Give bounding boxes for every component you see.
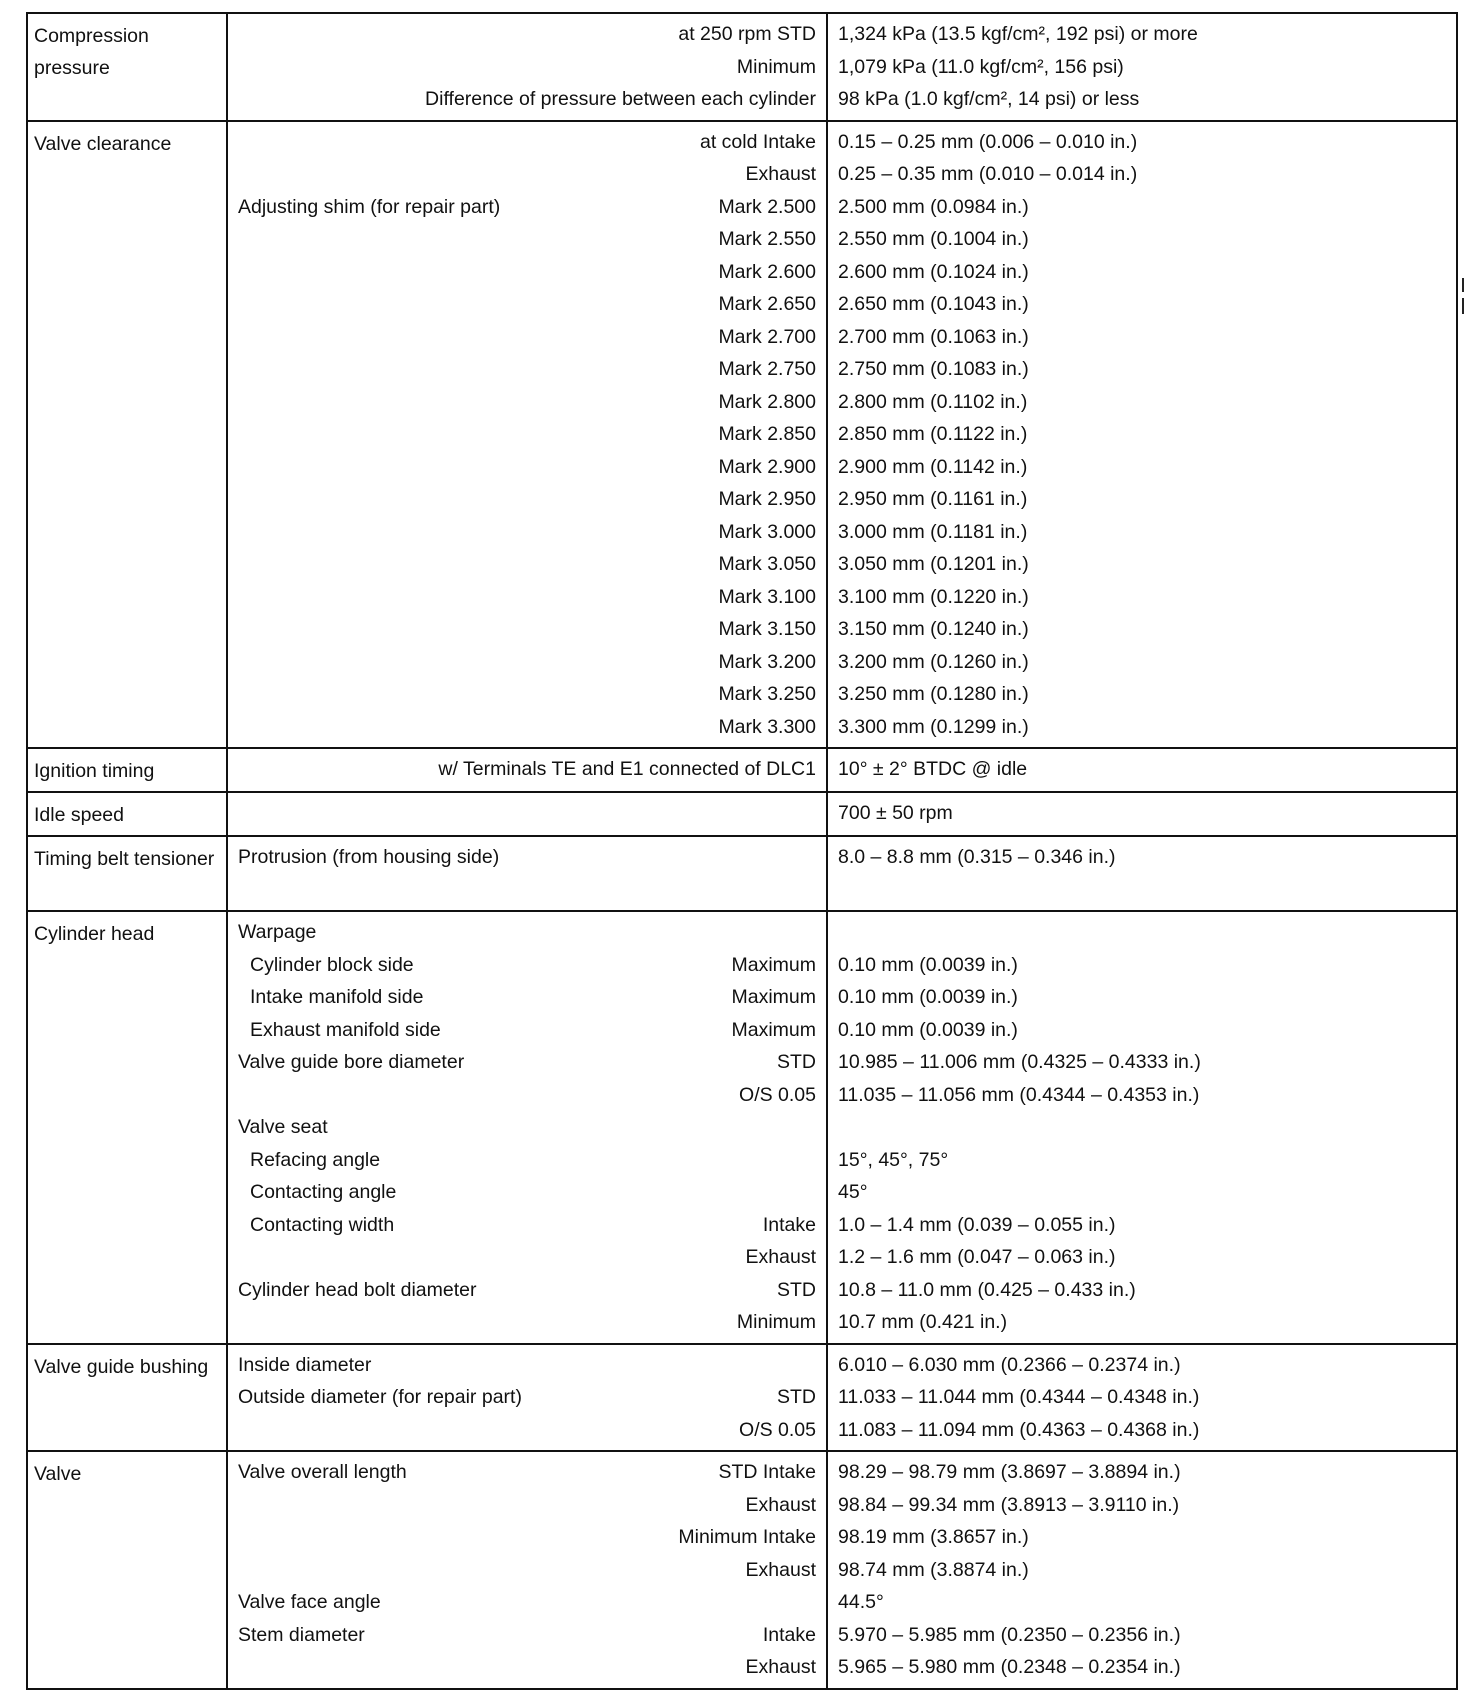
item-condition: Mark 2.650 [718,293,816,315]
item-label: Intake manifold side [250,986,424,1008]
spec-row-item [228,1456,826,1489]
item-condition: Mark 3.000 [718,520,816,543]
spec-section [28,1343,1456,1451]
item-label [238,418,718,451]
item-label [238,516,718,549]
spec-value: 98.84 – 99.34 mm (3.8913 – 3.9110 in.) [838,1493,1180,1516]
spec-row-item [228,1586,826,1619]
item-condition: STD Intake [718,1461,816,1483]
item-label [238,1241,746,1274]
item-label [238,321,718,354]
spec-row-item [228,1306,826,1339]
spec-value: 10.7 mm (0.421 in.) [838,1311,1008,1333]
item-condition: Mark 2.750 [718,358,816,380]
item-condition: O/S 0.05 [739,1083,816,1106]
item-condition: Mark 2.950 [718,488,816,510]
spec-row-item [228,1046,826,1079]
spec-row-item [228,548,826,581]
item-condition: Exhaust [745,1246,816,1268]
spec-row-item [228,1414,826,1447]
spec-section [28,910,1456,1343]
spec-value: 5.965 – 5.980 mm (0.2348 – 0.2354 in.) [838,1656,1181,1678]
item-condition: Mark 2.900 [718,455,816,478]
item-column [228,14,828,120]
item-label: Valve guide bore diameter [238,1051,465,1073]
item-label: Valve seat [238,1116,328,1138]
spec-row-item [228,841,826,874]
item-label [238,797,816,830]
value-column [828,837,1456,910]
item-label [238,256,718,289]
item-label [238,386,718,419]
spec-row-item [228,711,826,744]
item-label [238,1554,746,1587]
item-label [238,646,718,679]
spec-row-item [228,51,826,84]
item-condition: Mark 3.150 [718,618,816,640]
item-label: Warpage [238,921,317,943]
item-label: Valve overall length [238,1461,407,1483]
spec-value: 0.10 mm (0.0039 in.) [838,1018,1018,1041]
item-condition: Mark 3.050 [718,553,816,575]
item-condition: w/ Terminals TE and E1 connected of DLC1 [438,758,816,780]
spec-value: 1,324 kPa (13.5 kgf/cm², 192 psi) or more [838,23,1198,45]
item-condition: Maximum [731,953,816,976]
spec-value: 10.8 – 11.0 mm (0.425 – 0.433 in.) [838,1278,1136,1301]
spec-value: 2.700 mm (0.1063 in.) [838,325,1029,348]
spec-value: 6.010 – 6.030 mm (0.2366 – 0.2374 in.) [838,1353,1181,1376]
item-condition: Exhaust [745,1656,816,1678]
item-label: Contacting angle [250,1181,397,1203]
value-column [828,749,1456,791]
value-column [828,912,1456,1343]
spec-table [26,12,1458,1690]
spec-value: 3.150 mm (0.1240 in.) [838,618,1029,640]
item-condition: Minimum Intake [678,1526,816,1548]
item-label: Cylinder block side [250,953,414,976]
spec-row-item [228,418,826,451]
section-name: Idle speed [28,793,228,835]
spec-value: 2.800 mm (0.1102 in.) [838,390,1028,413]
item-label [238,18,678,51]
item-condition: Minimum [736,55,816,78]
item-condition: Exhaust [745,1558,816,1581]
item-condition: Mark 2.850 [718,423,816,445]
item-condition: at 250 rpm STD [678,23,816,45]
spec-row-item [228,1209,826,1242]
spec-row-item [228,678,826,711]
spec-row-item [228,158,826,191]
item-label [238,581,718,614]
spec-value: 2.550 mm (0.1004 in.) [838,228,1029,250]
spec-row-item [228,516,826,549]
value-column [828,1345,1456,1451]
spec-row-item [228,646,826,679]
item-label: Cylinder head bolt diameter [238,1278,477,1301]
spec-value: 11.083 – 11.094 mm (0.4363 – 0.4368 in.) [838,1418,1200,1441]
spec-row-item [228,223,826,256]
spec-value: 1.0 – 1.4 mm (0.039 – 0.055 in.) [838,1213,1116,1236]
spec-row-item [228,18,826,51]
spec-row-item [228,451,826,484]
item-condition: Maximum [731,986,816,1008]
spec-row-item [228,1349,826,1382]
spec-value [828,874,1456,907]
spec-value: 3.000 mm (0.1181 in.) [838,520,1028,543]
spec-value: 2.650 mm (0.1043 in.) [838,293,1029,315]
spec-section [28,791,1456,835]
spec-value: 3.050 mm (0.1201 in.) [838,553,1029,575]
value-column [828,122,1456,748]
section-name: Valve guide bushing [28,1345,228,1451]
scan-artifact-mark [1462,298,1464,314]
item-label [238,1521,678,1554]
spec-row-item [228,1111,826,1144]
spec-value: 3.100 mm (0.1220 in.) [838,585,1029,608]
item-condition: Exhaust [745,163,816,185]
spec-section [28,835,1456,910]
spec-row-item [228,126,826,159]
section-name: Compression pressure [28,14,228,120]
item-label [238,1079,739,1112]
spec-value: 98.19 mm (3.8657 in.) [838,1526,1029,1548]
item-condition: Mark 2.550 [718,228,816,250]
spec-row-item [228,321,826,354]
item-label: Inside diameter [238,1353,372,1376]
spec-value: 8.0 – 8.8 mm (0.315 – 0.346 in.) [838,846,1116,868]
spec-value: 10° ± 2° BTDC @ idle [838,758,1028,780]
item-condition: STD [777,1278,816,1301]
spec-section [28,1450,1456,1688]
spec-row-item [228,1014,826,1047]
item-condition: STD [777,1386,816,1408]
spec-row-item [228,981,826,1014]
item-condition: Mark 2.700 [718,325,816,348]
spec-row-item [228,1241,826,1274]
spec-row-item [228,1651,826,1684]
item-label: Refacing angle [250,1148,381,1171]
spec-value: 700 ± 50 rpm [838,802,953,824]
spec-value: 44.5° [838,1591,884,1613]
item-label [238,613,718,646]
item-label [238,1414,739,1447]
spec-value: 0.25 – 0.35 mm (0.010 – 0.014 in.) [838,163,1138,185]
item-condition: Intake [762,1623,816,1646]
item-condition: Mark 2.500 [718,195,816,218]
spec-row-item [228,797,826,830]
spec-value: 1.2 – 1.6 mm (0.047 – 0.063 in.) [838,1246,1116,1268]
spec-row-item [228,1381,826,1414]
item-label [238,548,718,581]
item-label [238,1489,746,1522]
spec-row-item [228,1619,826,1652]
item-condition: Exhaust [745,1493,816,1516]
item-label [238,711,718,744]
item-label [238,51,737,84]
spec-section [28,120,1456,748]
item-label [238,126,700,159]
spec-row-item [228,288,826,321]
spec-value: 11.035 – 11.056 mm (0.4344 – 0.4353 in.) [838,1083,1200,1106]
spec-value: 2.850 mm (0.1122 in.) [838,423,1028,445]
item-condition: Maximum [731,1018,816,1041]
spec-value [828,916,1456,949]
item-label [238,353,718,386]
spec-row-item [228,1176,826,1209]
item-column [228,749,828,791]
spec-row-item [228,1521,826,1554]
value-column [828,793,1456,835]
item-label: Exhaust manifold side [250,1018,441,1041]
spec-row-item [228,916,826,949]
item-column [228,912,828,1343]
item-column [228,1345,828,1451]
spec-row-item [228,581,826,614]
item-label [238,223,718,256]
section-name: Ignition timing [28,749,228,791]
spec-row-item [228,1274,826,1307]
spec-value: 2.500 mm (0.0984 in.) [838,195,1029,218]
spec-value: 45° [838,1181,868,1203]
spec-value [828,1111,1456,1144]
item-condition: Intake [762,1213,816,1236]
spec-value: 2.900 mm (0.1142 in.) [838,455,1028,478]
spec-value: 0.15 – 0.25 mm (0.006 – 0.010 in.) [838,130,1138,153]
section-name: Valve clearance [28,122,228,748]
scan-artifact-mark [1462,278,1464,292]
section-name: Timing belt tensioner [28,837,228,910]
spec-row-item [228,83,826,116]
spec-value: 15°, 45°, 75° [838,1148,949,1171]
spec-row-item [228,874,826,907]
spec-value: 11.033 – 11.044 mm (0.4344 – 0.4348 in.) [838,1386,1200,1408]
item-label [238,158,746,191]
spec-row-item [228,386,826,419]
spec-row-item [228,191,826,224]
spec-value: 98.29 – 98.79 mm (3.8697 – 3.8894 in.) [838,1461,1181,1483]
spec-value: 0.10 mm (0.0039 in.) [838,953,1018,976]
spec-value: 2.750 mm (0.1083 in.) [838,358,1029,380]
spec-row-item [228,353,826,386]
item-column [228,793,828,835]
item-label [238,83,425,116]
item-label: Contacting width [250,1213,395,1236]
item-column [228,122,828,748]
spec-row-item [228,949,826,982]
spec-row-item [228,1144,826,1177]
item-label [238,1651,746,1684]
spec-value: 10.985 – 11.006 mm (0.4325 – 0.4333 in.) [838,1051,1201,1073]
item-label: Valve face angle [238,1591,381,1613]
item-condition: Mark 3.100 [718,585,816,608]
item-condition: at cold Intake [700,130,816,153]
item-condition: O/S 0.05 [739,1418,816,1441]
item-label [238,451,718,484]
spec-value: 98.74 mm (3.8874 in.) [838,1558,1029,1581]
item-condition: Difference of pressure between each cylinder [425,88,816,110]
spec-section [28,14,1456,120]
spec-row-item [228,483,826,516]
item-label [238,288,718,321]
item-label: Protrusion (from housing side) [238,846,500,868]
spec-value: 3.300 mm (0.1299 in.) [838,715,1029,738]
spec-value: 2.950 mm (0.1161 in.) [838,488,1028,510]
spec-value: 3.250 mm (0.1280 in.) [838,683,1029,705]
value-column [828,14,1456,120]
item-condition: Mark 2.600 [718,260,816,283]
item-condition: STD [777,1051,816,1073]
spec-value: 3.200 mm (0.1260 in.) [838,650,1029,673]
item-column [228,1452,828,1688]
item-label [238,874,816,907]
spec-row-item [228,1489,826,1522]
item-condition: Mark 3.300 [718,715,816,738]
spec-value: 1,079 kPa (11.0 kgf/cm², 156 psi) [838,55,1124,78]
item-label: Outside diameter (for repair part) [238,1386,522,1408]
spec-row-item [228,753,826,786]
item-label [238,1306,737,1339]
item-condition: Mark 3.200 [718,650,816,673]
spec-row-item [228,1079,826,1112]
item-label: Adjusting shim (for repair part) [238,195,501,218]
item-label: Stem diameter [238,1623,365,1646]
item-condition: Mark 2.800 [718,390,816,413]
spec-value: 0.10 mm (0.0039 in.) [838,986,1018,1008]
spec-value: 5.970 – 5.985 mm (0.2350 – 0.2356 in.) [838,1623,1181,1646]
spec-row-item [228,613,826,646]
spec-section [28,747,1456,791]
item-column [228,837,828,910]
value-column [828,1452,1456,1688]
spec-value: 2.600 mm (0.1024 in.) [838,260,1029,283]
item-label [238,483,718,516]
spec-value: 98 kPa (1.0 kgf/cm², 14 psi) or less [838,88,1140,110]
spec-row-item [228,1554,826,1587]
item-condition: Mark 3.250 [718,683,816,705]
item-label [238,753,438,786]
item-condition: Minimum [736,1311,816,1333]
section-name: Cylinder head [28,912,228,1343]
item-label [238,678,718,711]
spec-row-item [228,256,826,289]
section-name: Valve [28,1452,228,1688]
